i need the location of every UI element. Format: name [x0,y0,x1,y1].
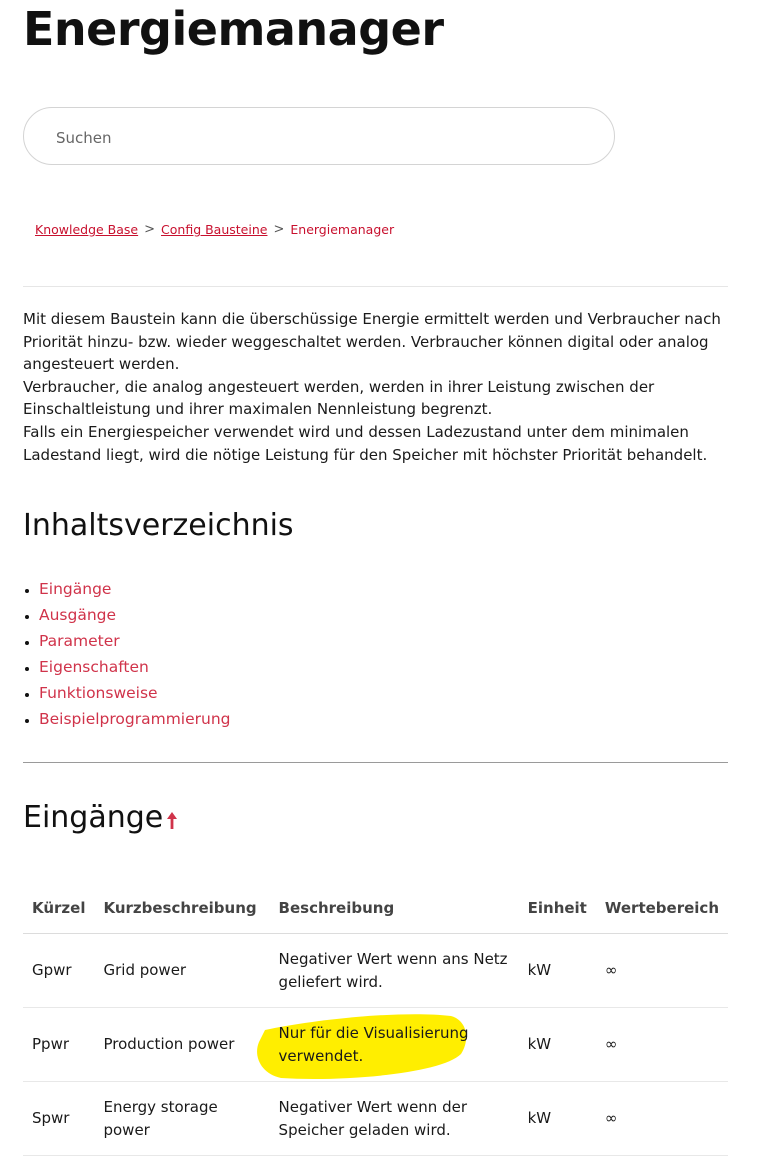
cell-code: Gpwr [23,934,94,1008]
section-divider [23,762,728,763]
divider [23,286,728,287]
cell-code: Ppwr [23,1008,94,1082]
cell-range: ∞ [596,1008,728,1082]
section-heading-eingaenge [23,800,179,835]
highlight-annotation [279,1022,510,1067]
column-header: Wertebereich [596,883,728,934]
table-row [23,934,728,1008]
cell-short: Production power [94,1008,269,1082]
table-row [23,1008,728,1082]
cell-desc: Negativer Wert wenn der Speicher geladen wird. [270,1082,519,1156]
intro-text [23,308,728,466]
column-header: Kürzel [23,883,94,934]
toc-heading: Inhaltsverzeichnis [23,508,294,543]
chevron-right-icon: > [273,222,285,237]
table-header-row [23,883,728,934]
table-row [23,1082,728,1156]
cell-desc: Negativer Wert wenn ans Netz geliefert wird. [270,934,519,1008]
search-box[interactable] [23,107,615,165]
column-header: Einheit [519,883,596,934]
toc-item [39,628,231,654]
intro-paragraph: Mit diesem Baustein kann die überschüssige Energie ermittelt werden und Verbraucher nach Priorität hinzu- bzw. wieder weggeschaltet werden. Verbraucher können digital oder analog angesteuert werden. [23,310,721,374]
section-heading-text: Eingänge [23,800,164,835]
toc-link-beispielprogrammierung[interactable]: Beispielprogrammierung [39,710,231,728]
cell-range: ∞ [596,934,728,1008]
cell-short: Energy storage power [94,1082,269,1156]
breadcrumb-current: Energiemanager [290,222,395,237]
breadcrumb [35,222,394,237]
arrow-up-icon[interactable] [165,809,179,831]
toc-link-funktionsweise[interactable]: Funktionsweise [39,684,158,702]
toc-link-ausgaenge[interactable]: Ausgänge [39,606,117,624]
cell-unit: kW [519,934,596,1008]
toc-link-eigenschaften[interactable]: Eigenschaften [39,658,149,676]
cell-range: ∞ [596,1082,728,1156]
chevron-right-icon: > [144,222,156,237]
breadcrumb-link-config-bausteine[interactable]: Config Bausteine [161,222,268,237]
cell-unit: kW [519,1008,596,1082]
cell-code: Spwr [23,1082,94,1156]
page-title: Energiemanager [23,2,444,56]
intro-paragraph: Verbraucher, die analog angesteuert werden, werden in ihrer Leistung zwischen der Einschaltleistung und ihrer maximalen Nennleistung begrenzt. [23,377,655,419]
intro-paragraph: Falls ein Energiespeicher verwendet wird und dessen Ladezustand unter dem minimalen Ladestand liegt, wird die nötige Leistung für den Speicher mit höchster Priorität behandelt. [23,422,708,464]
toc-list [23,576,231,732]
column-header: Kurzbeschreibung [94,883,269,934]
column-header: Beschreibung [270,883,519,934]
toc-item [39,576,231,602]
toc-item [39,680,231,706]
toc-item [39,706,231,732]
inputs-table [23,883,728,1156]
cell-unit: kW [519,1082,596,1156]
toc-link-parameter[interactable]: Parameter [39,632,120,650]
cell-desc [270,1008,519,1082]
toc-link-eingaenge[interactable]: Eingänge [39,580,112,598]
toc-item [39,602,231,628]
toc-item [39,654,231,680]
breadcrumb-link-knowledge-base[interactable]: Knowledge Base [35,222,139,237]
cell-short: Grid power [94,934,269,1008]
search-input[interactable] [54,125,578,151]
cell-desc-text: Nur für die Visualisierung verwendet. [278,1023,469,1065]
